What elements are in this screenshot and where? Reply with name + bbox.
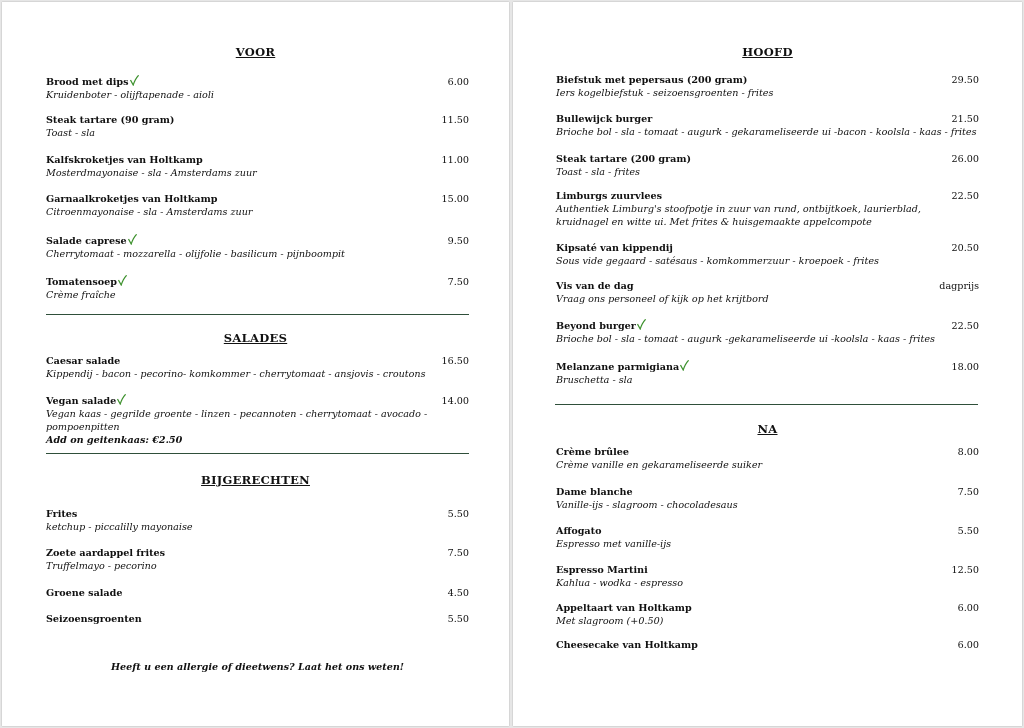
item-name: Frites <box>46 509 78 520</box>
item-name: Appeltaart van Holtkamp <box>556 603 692 614</box>
item-price: 6.00 <box>957 640 979 651</box>
menu-item <box>46 114 469 140</box>
item-description: Vegan kaas - gegrilde groente - linzen - pecannoten - cherrytomaat - avocado - pompoenpitten <box>46 409 428 433</box>
item-price: 20.50 <box>951 243 979 254</box>
item-description: Authentiek Limburg's stoofpotje in zuur van rund, ontbijtkoek, laurierblad, <box>556 204 921 215</box>
item-name: Biefstuk met pepersaus (200 gram) <box>556 75 748 86</box>
menu-item <box>556 280 979 306</box>
item-name: Vegan salade <box>46 396 117 407</box>
item-name: Affogato <box>556 526 602 537</box>
item-description: Vanille-ijs - slagroom - chocoladesaus <box>556 500 738 511</box>
item-description: Mosterdmayonaise - sla - Amsterdams zuur <box>46 168 257 179</box>
item-name: Kalfskroketjes van Holtkamp <box>46 155 203 166</box>
menu-item <box>46 508 469 534</box>
item-price: 8.00 <box>957 447 979 458</box>
item-price: 14.00 <box>441 396 469 407</box>
item-price: 4.50 <box>447 588 469 599</box>
vegan-leaf-icon <box>637 319 646 330</box>
item-description: Vraag ons personeel of kijk op het krijtbord <box>556 294 769 305</box>
item-price: dagprijs <box>939 281 979 292</box>
item-price: 18.00 <box>951 362 979 373</box>
vegan-leaf-icon <box>680 360 689 371</box>
menu-page-right <box>513 2 1022 726</box>
item-description: ketchup - piccalilly mayonaise <box>46 522 193 533</box>
item-price: 11.00 <box>441 155 469 166</box>
vegan-leaf-icon <box>117 394 126 405</box>
item-description: Kippendij - bacon - pecorino- komkommer - cherrytomaat - ansjovis - croutons <box>46 369 426 380</box>
item-description: Kruidenboter - olijftapenade - aioli <box>46 90 214 101</box>
item-description: Bruschetta - sla <box>556 375 633 386</box>
item-description: Brioche bol - sla - tomaat - augurk - gekarameliseerde ui -bacon - koolsla - kaas - frites <box>556 127 977 138</box>
item-name: Crème brûlee <box>556 447 629 458</box>
menu-page-left <box>2 2 509 726</box>
item-description: Crème fraîche <box>46 290 116 301</box>
menu-item <box>46 234 469 261</box>
menu-item <box>556 153 979 179</box>
menu-item <box>46 75 469 102</box>
menu-item <box>46 613 469 626</box>
item-name: Steak tartare (200 gram) <box>556 154 692 165</box>
item-description: Cherrytomaat - mozzarella - olijfolie - basilicum - pijnboompit <box>46 249 345 260</box>
item-name: Groene salade <box>46 588 123 599</box>
item-price: 22.50 <box>951 321 979 332</box>
item-name: Bullewijck burger <box>556 114 653 125</box>
item-name: Salade caprese <box>46 236 127 247</box>
item-name: Beyond burger <box>556 321 636 332</box>
item-price: 22.50 <box>951 191 979 202</box>
item-price: 7.50 <box>957 487 979 498</box>
menu-item <box>46 154 469 180</box>
item-description: Iers kogelbiefstuk - seizoensgroenten - frites <box>556 88 774 99</box>
item-price: 26.00 <box>951 154 979 165</box>
vegan-leaf-icon <box>130 75 139 86</box>
menu-item <box>556 319 979 346</box>
item-name: Vis van de dag <box>556 281 634 292</box>
item-price: 16.50 <box>441 356 469 367</box>
menu-item <box>46 193 469 219</box>
item-description: Citroenmayonaise - sla - Amsterdams zuur <box>46 207 253 218</box>
menu-item <box>46 394 469 447</box>
item-price: 5.50 <box>447 509 469 520</box>
menu-item <box>46 547 469 573</box>
section-title-na: NA <box>757 422 778 436</box>
menu-item <box>556 564 979 590</box>
item-price: 7.50 <box>447 548 469 559</box>
item-price: 11.50 <box>441 115 469 126</box>
item-name: Caesar salade <box>46 356 121 367</box>
item-description: Espresso met vanille-ijs <box>556 539 672 550</box>
item-price: 12.50 <box>951 565 979 576</box>
section-title-bijgerechten: BIJGERECHTEN <box>201 473 310 487</box>
item-description: Kahlua - wodka - espresso <box>556 578 684 589</box>
menu-item <box>556 446 979 472</box>
section-title-hoofd: HOOFD <box>742 45 793 59</box>
item-name: Seizoensgroenten <box>46 614 142 625</box>
item-name: Kipsaté van kippendij <box>556 243 673 254</box>
section-divider <box>555 404 978 405</box>
item-description: Sous vide gegaard - satésaus - komkommerzuur - kroepoek - frites <box>556 256 879 267</box>
menu-item <box>556 190 979 229</box>
item-price: 5.50 <box>957 526 979 537</box>
item-price: 15.00 <box>441 194 469 205</box>
menu-item <box>556 525 979 551</box>
item-name: Limburgs zuurvlees <box>556 191 663 202</box>
item-name: Tomatensoep <box>46 277 117 288</box>
item-price: 6.00 <box>957 603 979 614</box>
item-name: Espresso Martini <box>556 565 648 576</box>
section-title-voor: VOOR <box>235 45 276 59</box>
item-description: Toast - sla <box>46 128 95 139</box>
menu-item <box>556 74 979 100</box>
item-price: 5.50 <box>447 614 469 625</box>
menu-item <box>556 113 979 139</box>
section-divider <box>46 314 469 315</box>
menu-item <box>46 275 469 302</box>
item-price: 29.50 <box>951 75 979 86</box>
vegan-leaf-icon <box>128 234 137 245</box>
item-name: Steak tartare (90 gram) <box>46 115 175 126</box>
item-description: Truffelmayo - pecorino <box>46 561 157 572</box>
menu-item <box>46 587 469 600</box>
allergy-note: Heeft u een allergie of dieetwens? Laat het ons weten! <box>110 662 405 673</box>
menu-item <box>556 639 979 652</box>
vegan-leaf-icon <box>118 275 127 286</box>
item-price: 6.00 <box>447 77 469 88</box>
item-name: Cheesecake van Holtkamp <box>556 640 698 651</box>
item-price: 7.50 <box>447 277 469 288</box>
item-name: Dame blanche <box>556 487 633 498</box>
menu-item <box>556 486 979 512</box>
menu-item <box>556 602 979 628</box>
section-divider <box>46 453 469 454</box>
item-name: Brood met dips <box>46 77 129 88</box>
section-title-salades: SALADES <box>223 331 288 345</box>
menu-item <box>556 242 979 268</box>
item-name: Garnaalkroketjes van Holtkamp <box>46 194 218 205</box>
item-description: Crème vanille en gekarameliseerde suiker <box>556 460 763 471</box>
menu-item <box>556 360 979 387</box>
menu-item <box>46 355 469 381</box>
item-description: Toast - sla - frites <box>556 167 640 178</box>
item-price: 21.50 <box>951 114 979 125</box>
item-description: Brioche bol - sla - tomaat - augurk -gekarameliseerde ui -koolsla - kaas - frites <box>556 334 935 345</box>
item-add-on: Add on geitenkaas: €2.50 <box>46 435 183 446</box>
item-name: Melanzane parmigiana <box>556 362 680 373</box>
item-description: Met slagroom (+0.50) <box>556 616 664 627</box>
item-description-line-2: kruidnagel en witte ui. Met frites & huisgemaakte appelcompote <box>556 217 872 228</box>
item-name: Zoete aardappel frites <box>46 548 166 559</box>
item-price: 9.50 <box>447 236 469 247</box>
